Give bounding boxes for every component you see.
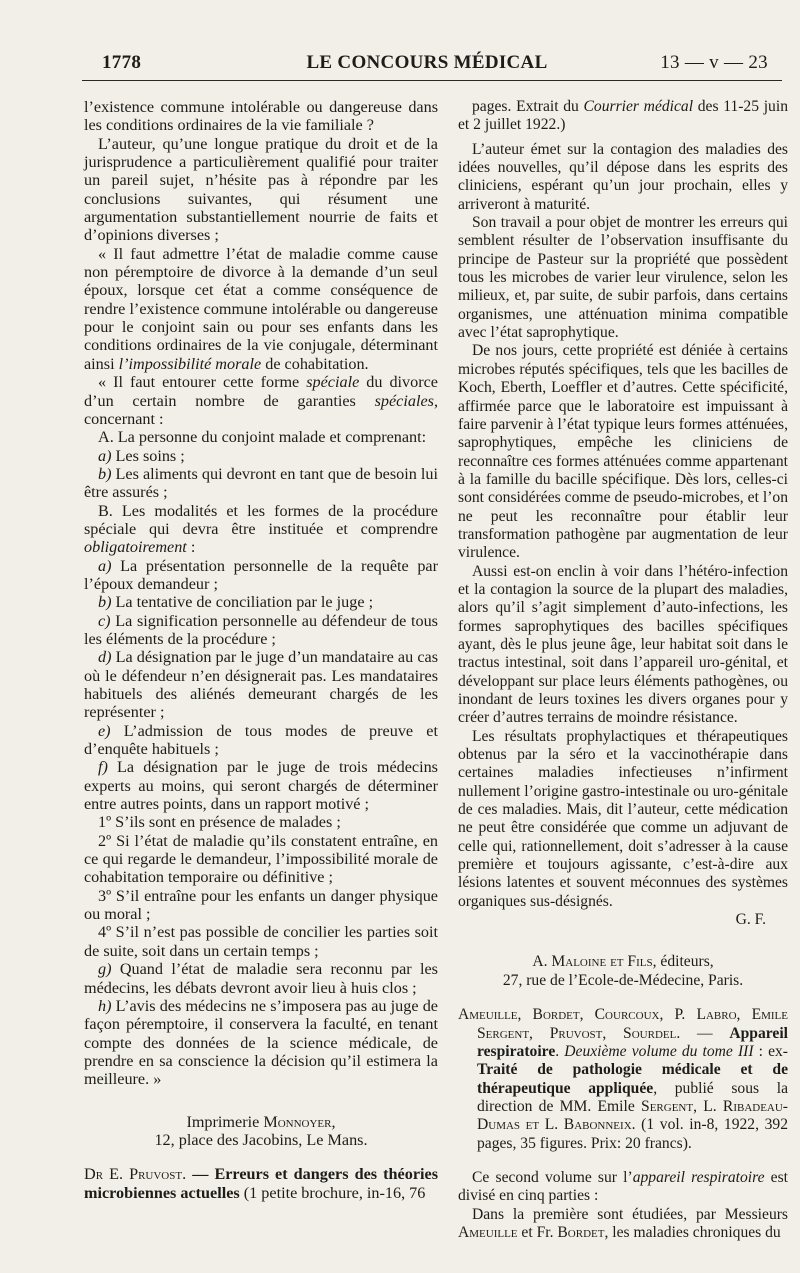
numbered-item: 4º S’il n’est pas possible de concilier les parties soit de suite, soit dans un certain temps ; — [84, 923, 438, 960]
list-item: g) Quand l’état de maladie sera reconnu par les médecins, les débats devront avoir lieu à huis clos ; — [84, 960, 438, 997]
paragraph: Les résultats prophylactiques et thérapeutiques obtenus par la séro et la vaccinothérapie dans certaines maladies infectieuses n’infirment nullement l’origine gastro-intestinale ou uro-génitale de ces maladies. Mais, dit l’auteur, cette médication ne peut être considérée que comme un adjuvant de celle qui, rationnellement, doit s’adresser à la cause première et toujours agissante, c’est-à-dire aux lésions latentes et souvent méconnues des systèmes organiques sus-désignés. — [458, 727, 788, 910]
printer-credit: Imprimerie Monnoyer, — [186, 1112, 336, 1131]
numbered-item: 2º Si l’état de maladie qu’ils constatent entraîne, en ce qui regarde le demandeur, l’impossibilité morale de cohabitation temporaire ou définitive ; — [84, 831, 438, 887]
paragraph: pages. Extrait du Courrier médical des 11-25 juin et 2 juillet 1922.) — [458, 98, 788, 134]
paragraph: Aussi est-on enclin à voir dans l’hétéro-infection et la contagion la source de la plupart des maladies, alors qu’il s’agit simplement d’auto-infections, les formes saprophytiques des bacilles spécifiques ayant, dès le plus jeune âge, leur habitat soit dans le tractus intestinal, soit dans l’appareil uro-génital, et développant sur place leurs éléments pathogènes, ou inondant de leurs toxines les divers organes pour y créer d’autres terrains de moindre résistance. — [458, 562, 788, 727]
paragraph: De nos jours, cette propriété est déniée à certains microbes réputés spécifiques, tels que les bacilles de Koch, Eberth, Loeffler et d’autres. Cette spécificité, affirmée parce que le laboratoire est impuissant à faire parvenir à l’état typique leurs formes atténuées, saprophytiques, empêche les cliniciens de reconnaître ces formes atténuées comme appartenant à la famille du bacille spécifique. Dès lors, celles-ci sont considérées comme de pseudo-microbes, et l’on ne peut les reconnaître pour établir leur transformation pathogène par augmentation de leur virulence. — [458, 342, 788, 562]
paragraph: L’auteur émet sur la contagion des maladies des idées nouvelles, qu’il dépose dans les esprits des cliniciens, espérant qu’un jour prochain, elles y arriveront à maturité. — [458, 140, 788, 213]
header-rule — [82, 80, 782, 81]
page-number: 1778 — [102, 52, 142, 73]
list-item: a) La présentation personnelle de la requête par l’époux demandeur ; — [84, 556, 438, 593]
paragraph: « Il faut entourer cette forme spéciale du divorce d’un certain nombre de garanties spéciales, concernant : — [84, 373, 438, 428]
review-heading: Dr E. Pruvost. — Erreurs et dangers des théories microbiennes actuelles (1 petite brochure, in-16, 76 — [84, 1165, 438, 1202]
list-item: c) La signification personnelle au défendeur de tous les éléments de la procédure ; — [84, 611, 438, 648]
paragraph: Dans la première sont étudiées, par Messieurs Ameuille et Fr. Bordet, les maladies chroniques du — [458, 1205, 788, 1241]
list-item: a) Les soins ; — [98, 446, 185, 465]
section-b-heading: B. Les modalités et les formes de la procédure spéciale qui devra être instituée et comprendre obligatoirement : — [84, 501, 438, 557]
issue-date: 13 — v — 23 — [660, 52, 768, 73]
book-entry: Ameuille, Bordet, Courcoux, P. Labro, Emile Sergent, Pruvost, Sourdel. — Appareil respiratoire. Deuxième volume du tome III : ex- Traité de pathologie médicale et de thérapeutique appliquée, publié sous la direction de MM. Emile Sergent, L. Ribadeau-Dumas et L. Babonneix. (1 vol. in-8, 1922, 392 pages, 35 figures. Prix: 20 francs). — [458, 1006, 789, 1152]
paragraph: Ce second volume sur l’appareil respiratoire est divisé en cinq parties : — [458, 1168, 788, 1205]
paragraph: Son travail a pour objet de montrer les erreurs qui semblent résulter de l’observation insuffisante du principe de Pasteur sur la propriété que possèdent tous les microbes de varier leur virulence, selon les milieux, et, par suite, de subir parfois, dans certains organismes, une atténuation minima compatible avec l’état saprophytique. — [458, 214, 788, 342]
list-item: h) L’avis des médecins ne s’imposera pas au juge de façon péremptoire, il conservera la faculté, en tenant compte des données de la science médicale, de prendre en sa conscience la décision qu’il estimera la meilleure. » — [84, 996, 438, 1089]
list-item: d) La désignation par le juge d’un mandataire au cas où le défendeur n’en désignerait pas. Les mandataires habituels des aliénés demeurant chargés de les représenter ; — [84, 648, 438, 722]
publisher-credit: A. Maloine et Fils, éditeurs, — [532, 953, 714, 971]
paragraph: « Il faut admettre l’état de maladie comme cause non péremptoire de divorce à la demande d’un seul époux, lorsque cet état a comme conséquence de rendre l’existence commune intolérable ou dangereuse pour le conjoint sain ou pour ses enfants dans les conditions ordinaires de la vie conjugale, déterminant ainsi l’impossibilité morale de cohabitation. — [84, 244, 438, 373]
journal-title: LE CONCOURS MÉDICAL — [306, 52, 548, 73]
paragraph: l’existence commune intolérable ou dangereuse dans les conditions ordinaires de la vie familiale ? — [84, 98, 438, 135]
list-item: b) La tentative de conciliation par le juge ; — [98, 593, 374, 612]
numbered-item: 3º S’il entraîne pour les enfants un danger physique ou moral ; — [84, 886, 438, 924]
printer-address: 12, place des Jacobins, Le Mans. — [154, 1130, 368, 1149]
right-column — [458, 98, 788, 1242]
numbered-item: 1º S’ils sont en présence de malades ; — [98, 813, 341, 832]
paragraph: L’auteur, qu’une longue pratique du droit et de la jurisprudence a particulièrement qualifié pour traiter un pareil sujet, n’hésite pas à répondre par les conclusions suivantes, qui résument une argumentation substantiellement nourrie de faits et d’opinions diverses ; — [84, 134, 438, 245]
reviewer-signature: G. F. — [735, 911, 766, 929]
section-a-heading: A. La personne du conjoint malade et comprenant: — [98, 428, 427, 447]
list-item: b) Les aliments qui devront en tant que de besoin lui être assurés ; — [84, 464, 438, 502]
page-header — [82, 50, 772, 78]
list-item: e) L’admission de tous modes de preuve et d’enquête habituels ; — [84, 721, 438, 759]
publisher-address: 27, rue de l’Ecole-de-Médecine, Paris. — [502, 971, 744, 989]
list-item: f) La désignation par le juge de trois médecins experts au moins, qui seront chargés de déterminer entre autres points, dans un rapport motivé ; — [84, 758, 438, 814]
left-column — [84, 98, 438, 1202]
